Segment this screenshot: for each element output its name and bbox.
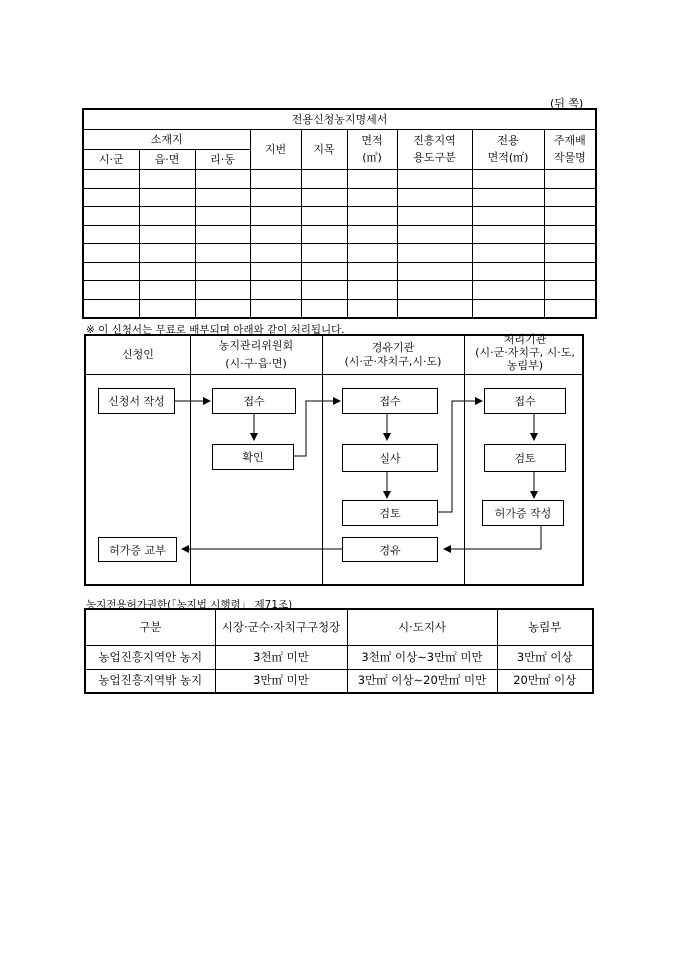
- empty-cell: [397, 244, 472, 263]
- empty-cell: [83, 170, 139, 189]
- empty-cell: [250, 244, 301, 263]
- empty-cell: [301, 188, 347, 207]
- promotion-zone-header-l1: 진흥지역: [413, 134, 456, 147]
- empty-cell: [195, 299, 250, 318]
- area-header: [347, 130, 397, 170]
- applicant-header: 신청인: [122, 348, 154, 361]
- promotion-zone-header-l2: 용도구분: [413, 151, 456, 164]
- empty-cell: [83, 225, 139, 244]
- conversion-area-header-l1: 전용: [497, 134, 519, 147]
- empty-cell: [544, 262, 596, 281]
- authority-cell: 농업진흥지역안 농지: [85, 645, 215, 669]
- empty-cell: [83, 244, 139, 263]
- empty-cell: [301, 299, 347, 318]
- authority-table: [84, 608, 594, 694]
- permit-write-box: 허가증 작성: [482, 500, 564, 526]
- empty-cell: [195, 207, 250, 226]
- empty-cell: [397, 299, 472, 318]
- authority-cell: 20만㎡ 이상: [497, 669, 593, 693]
- empty-cell: [544, 299, 596, 318]
- empty-cell: [195, 262, 250, 281]
- empty-cell: [250, 207, 301, 226]
- table-row: [83, 225, 596, 244]
- empty-cell: [250, 299, 301, 318]
- empty-cell: [544, 188, 596, 207]
- empty-cell: [301, 262, 347, 281]
- empty-cell: [195, 244, 250, 263]
- table-row: [83, 244, 596, 263]
- arrow-permit-to-via: [444, 524, 541, 549]
- via-review-box: 검토: [342, 500, 438, 526]
- empty-cell: [139, 299, 195, 318]
- empty-cell: [139, 281, 195, 300]
- committee-header-l2: (시·구·읍·면): [225, 357, 287, 370]
- table-row: [83, 281, 596, 300]
- empty-cell: [250, 281, 301, 300]
- committee-confirm-box: 확인: [212, 444, 294, 470]
- empty-cell: [139, 244, 195, 263]
- empty-cell: [139, 170, 195, 189]
- empty-cell: [544, 244, 596, 263]
- empty-cell: [83, 299, 139, 318]
- empty-cell: [397, 262, 472, 281]
- empty-cell: [472, 170, 544, 189]
- empty-cell: [347, 170, 397, 189]
- empty-cell: [397, 225, 472, 244]
- empty-cell: [83, 207, 139, 226]
- empty-cell: [472, 281, 544, 300]
- land-category-header: 지목: [301, 130, 347, 170]
- processing-note: ※ 이 신청서는 무료로 배부되며 아래와 같이 처리됩니다.: [86, 324, 345, 336]
- location-group-header: 소재지: [83, 130, 250, 150]
- empty-cell: [347, 225, 397, 244]
- page-side-mark: (뒤 쪽): [550, 97, 584, 110]
- authority-cell: 3천㎡ 이상∼3만㎡ 미만: [347, 645, 497, 669]
- empty-cell: [472, 225, 544, 244]
- authority-header-ministry: 농림부: [497, 609, 593, 645]
- processor-header-l1: 처리기관: [503, 333, 547, 346]
- via-receive-box: 접수: [342, 388, 438, 414]
- table-row: [83, 188, 596, 207]
- processor-review-box: 검토: [484, 444, 566, 472]
- authority-cell: 농업진흥지역밖 농지: [85, 669, 215, 693]
- empty-cell: [397, 281, 472, 300]
- empty-cell: [195, 281, 250, 300]
- empty-cell: [250, 262, 301, 281]
- empty-cell: [250, 225, 301, 244]
- crop-header-l2: 작물명: [553, 151, 586, 164]
- empty-cell: [301, 281, 347, 300]
- empty-cell: [397, 170, 472, 189]
- empty-cell: [544, 225, 596, 244]
- arrow-confirm-to-via: [294, 401, 340, 456]
- crop-header: [544, 130, 596, 170]
- empty-cell: [250, 170, 301, 189]
- via-forward-box: 경유: [342, 537, 438, 562]
- empty-cell: [347, 281, 397, 300]
- empty-cell: [83, 188, 139, 207]
- table-row: [83, 170, 596, 189]
- city-county-header: 시·군: [83, 150, 139, 170]
- table-row: [83, 299, 596, 318]
- farmland-spec-table: [82, 108, 597, 319]
- empty-cell: [347, 207, 397, 226]
- empty-cell: [139, 225, 195, 244]
- authority-header-governor: 시·도지사: [347, 609, 497, 645]
- authority-title: 농지전용허가권한(「농지법 시행령」 제71조): [86, 599, 293, 611]
- empty-cell: [472, 244, 544, 263]
- via-header-l2: (시·군·자치구,시·도): [344, 355, 442, 368]
- empty-cell: [472, 207, 544, 226]
- empty-cell: [301, 244, 347, 263]
- empty-cell: [347, 299, 397, 318]
- processing-flowchart: [84, 334, 584, 586]
- authority-cell: 3천㎡ 미만: [215, 645, 347, 669]
- empty-cell: [250, 188, 301, 207]
- empty-cell: [195, 225, 250, 244]
- empty-cell: [544, 207, 596, 226]
- apply-box: 신청서 작성: [98, 388, 175, 414]
- table-row: [83, 262, 596, 281]
- empty-cell: [397, 188, 472, 207]
- empty-cell: [301, 170, 347, 189]
- empty-cell: [347, 262, 397, 281]
- empty-cell: [139, 262, 195, 281]
- empty-cell: [544, 170, 596, 189]
- via-inspect-box: 실사: [342, 444, 438, 472]
- empty-cell: [472, 299, 544, 318]
- empty-cell: [83, 281, 139, 300]
- processor-receive-box: 접수: [484, 388, 566, 414]
- empty-cell: [139, 207, 195, 226]
- table-row: [83, 207, 596, 226]
- conversion-area-header-l2: 면적(㎡): [487, 151, 529, 164]
- committee-header-l1: 농지관리위원회: [218, 339, 294, 352]
- promotion-zone-header: [397, 130, 472, 170]
- empty-cell: [472, 188, 544, 207]
- processor-header-l2: (시·군·자치구, 시·도,: [475, 346, 575, 359]
- empty-cell: [347, 244, 397, 263]
- empty-cell: [301, 207, 347, 226]
- empty-cell: [195, 188, 250, 207]
- via-header-l1: 경유기관: [371, 341, 415, 354]
- processor-header-l3: 농림부): [506, 359, 544, 372]
- authority-header-mayor: 시장·군수·자치구구청장: [215, 609, 347, 645]
- conversion-area-header: [472, 130, 544, 170]
- empty-cell: [139, 188, 195, 207]
- area-header-l1: 면적: [361, 134, 383, 147]
- authority-header-category: 구분: [85, 609, 215, 645]
- authority-cell: 3만㎡ 이상∼20만㎡ 미만: [347, 669, 497, 693]
- empty-cell: [301, 225, 347, 244]
- authority-cell: 3만㎡ 미만: [215, 669, 347, 693]
- area-header-l2: (㎡): [362, 151, 382, 164]
- committee-receive-box: 접수: [212, 388, 296, 414]
- village-header: 리·동: [195, 150, 250, 170]
- empty-cell: [83, 262, 139, 281]
- empty-cell: [347, 188, 397, 207]
- empty-cell: [397, 207, 472, 226]
- permit-issue-box: 허가증 교부: [98, 537, 177, 562]
- table-title: 전용신청농지명세서: [83, 109, 596, 130]
- town-header: 읍·면: [139, 150, 195, 170]
- empty-cell: [472, 262, 544, 281]
- empty-cell: [195, 170, 250, 189]
- arrow-review-to-processor: [438, 401, 482, 512]
- empty-cell: [544, 281, 596, 300]
- crop-header-l1: 주재배: [553, 134, 586, 147]
- authority-cell: 3만㎡ 이상: [497, 645, 593, 669]
- lot-number-header: 지번: [250, 130, 301, 170]
